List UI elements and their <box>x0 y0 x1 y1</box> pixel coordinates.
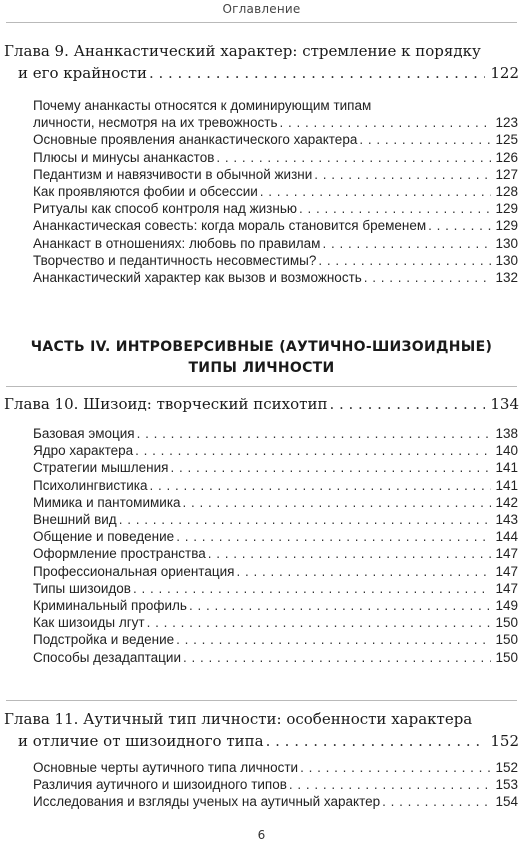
page-number: 150 <box>495 649 518 665</box>
leader-dots <box>260 183 492 200</box>
toc-entry-title: Творчество и педантичность несовместимы? <box>33 252 317 268</box>
page-number: 129 <box>495 201 518 217</box>
toc-entry[interactable] <box>33 477 518 494</box>
chapter-title-line: Глава 11. Аутичный тип личности: особенности характера <box>4 710 473 728</box>
part-title-line: ЧАСТЬ IV. ИНТРОВЕРСИВНЫЕ (АУТИЧНО-ШИЗОИДНЫЕ) <box>30 339 493 355</box>
toc-entry-title: Мимика и пантомимика <box>33 494 181 510</box>
toc-entry-title: Основные проявления ананкастического характера <box>33 132 358 148</box>
chapter-9-heading[interactable] <box>0 40 519 84</box>
page-number: 153 <box>495 777 518 793</box>
page-number: 132 <box>495 270 518 286</box>
toc-entry[interactable] <box>33 528 518 545</box>
leader-dots <box>149 62 485 84</box>
leader-dots <box>299 200 491 217</box>
page-number: 150 <box>495 632 518 648</box>
toc-entry-title: Оформление пространства <box>33 546 206 562</box>
toc-entry-title: Психолингвистика <box>33 477 148 493</box>
chapter-entry-row <box>0 393 519 415</box>
leader-dots <box>170 459 491 476</box>
leader-dots <box>280 114 492 131</box>
toc-entry[interactable] <box>33 442 518 459</box>
page-number: 141 <box>495 460 518 476</box>
page-number: 144 <box>495 529 518 545</box>
leader-dots <box>208 545 492 562</box>
section-rule <box>6 700 517 701</box>
toc-entry-title: Ананкастический характер как вызов и возможность <box>33 270 362 286</box>
page-number: 147 <box>495 563 518 579</box>
toc-entry[interactable] <box>33 235 518 252</box>
page-number: 150 <box>495 615 518 631</box>
toc-entry[interactable] <box>33 166 518 183</box>
page-number: 134 <box>490 395 519 413</box>
page-number: 152 <box>490 732 519 750</box>
toc-entry[interactable] <box>33 511 518 528</box>
toc-entry-title: Ананкаст в отношениях: любовь по правилам <box>33 235 321 251</box>
toc-entry-title: Исследования и взгляды ученых на аутичный характер <box>33 794 381 810</box>
leader-dots <box>133 580 491 597</box>
chapter-10-sections <box>33 425 518 666</box>
part-4-title[interactable] <box>0 337 523 379</box>
leader-dots <box>359 131 491 148</box>
chapter-9-sections <box>33 97 518 286</box>
toc-entry-title: Ядро характера <box>33 443 134 459</box>
toc-entry-title: Внешний вид <box>33 512 117 528</box>
toc-entry[interactable] <box>33 149 518 166</box>
toc-entry-title: Ананкастическая совесть: когда мораль становится бременем <box>33 218 427 234</box>
toc-entry[interactable] <box>33 776 518 793</box>
toc-entry[interactable] <box>33 269 518 286</box>
toc-entry-title: Педантизм и навязчивости в обычной жизни <box>33 166 313 182</box>
running-head: Оглавление <box>222 2 301 16</box>
page-number: 142 <box>495 494 518 510</box>
toc-entry-title: личности, несмотря на их тревожность <box>33 115 278 131</box>
toc-entry[interactable] <box>33 252 518 269</box>
leader-dots <box>318 252 491 269</box>
toc-entry-title: Профессиональная ориентация <box>33 563 235 579</box>
page-number: 125 <box>495 132 518 148</box>
page-number: 147 <box>495 546 518 562</box>
toc-entry-title: Основные черты аутичного типа личности <box>33 760 299 775</box>
leader-dots <box>314 166 491 183</box>
toc-entry-title: Общение и поведение <box>33 529 175 545</box>
page-number: 152 <box>495 760 518 775</box>
toc-entry[interactable] <box>33 649 518 666</box>
toc-entry[interactable] <box>33 183 518 200</box>
leader-dots <box>289 776 492 793</box>
page-number: 154 <box>495 794 518 810</box>
chapter-title-line: и отличие от шизоидного типа <box>18 732 264 750</box>
page-number: 127 <box>495 166 518 182</box>
leader-dots <box>135 442 491 459</box>
leader-dots <box>183 494 492 511</box>
leader-dots <box>236 563 491 580</box>
toc-entry-title: Способы дезадаптации <box>33 649 181 665</box>
toc-entry-row <box>33 114 518 131</box>
chapter-entry-row <box>0 62 519 84</box>
header-rule <box>6 22 517 23</box>
toc-entry[interactable] <box>33 614 518 631</box>
toc-entry[interactable] <box>33 494 518 511</box>
leader-dots <box>147 614 492 631</box>
toc-entry[interactable] <box>33 631 518 648</box>
leader-dots <box>300 759 491 776</box>
page-number: 149 <box>495 598 518 614</box>
chapter-entry-row <box>0 730 519 752</box>
page-number: 130 <box>495 252 518 268</box>
toc-entry[interactable] <box>33 217 518 234</box>
chapter-10-heading[interactable] <box>0 393 519 415</box>
leader-dots <box>428 217 491 234</box>
chapter-title-line: Глава 9. Ананкастический характер: стремление к порядку <box>4 42 481 60</box>
page-number: 143 <box>495 512 518 528</box>
leader-dots <box>119 511 492 528</box>
chapter-title-line: и его крайности <box>18 64 147 82</box>
page-folio: 6 <box>257 828 266 842</box>
page-number: 122 <box>490 64 519 82</box>
toc-entry-title: Плюсы и минусы ананкастов <box>33 149 215 165</box>
chapter-11-sections <box>33 759 518 811</box>
leader-dots <box>183 649 491 666</box>
toc-entry-title: Как проявляются фобии и обсессии <box>33 184 258 200</box>
leader-dots <box>364 269 492 286</box>
toc-entry-title: Типы шизоидов <box>33 580 131 596</box>
toc-entry[interactable] <box>33 545 518 562</box>
toc-entry-title: Как шизоиды лгут <box>33 615 145 631</box>
toc-entry[interactable] <box>33 563 518 580</box>
leader-dots <box>137 425 492 442</box>
toc-entry-title: Стратегии мышления <box>33 460 169 476</box>
section-rule <box>6 386 517 387</box>
toc-entry[interactable] <box>33 131 518 148</box>
page-number: 138 <box>495 426 518 441</box>
leader-dots <box>176 631 491 648</box>
toc-entry[interactable] <box>33 759 518 776</box>
toc-entry-title: Различия аутичного и шизоидного типов <box>33 777 287 793</box>
page-number: 126 <box>495 149 518 165</box>
toc-entry[interactable] <box>33 459 518 476</box>
leader-dots <box>176 528 491 545</box>
toc-entry[interactable] <box>33 97 518 131</box>
toc-entry-title: Подстройка и ведение <box>33 632 175 648</box>
leader-dots <box>150 477 492 494</box>
toc-entry[interactable] <box>33 580 518 597</box>
part-title-line: ТИПЫ ЛИЧНОСТИ <box>188 360 335 376</box>
leader-dots <box>216 149 491 166</box>
page-number: 130 <box>495 235 518 251</box>
page-number: 129 <box>495 218 518 234</box>
leader-dots <box>266 730 486 752</box>
toc-entry[interactable] <box>33 200 518 217</box>
toc-entry[interactable] <box>33 793 518 810</box>
toc-entry-title: Ритуалы как способ контроля над жизнью <box>33 201 297 217</box>
page-number: 128 <box>495 184 518 200</box>
toc-entry-title: Криминальный профиль <box>33 598 187 614</box>
toc-entry-title: Базовая эмоция <box>33 426 135 441</box>
toc-entry[interactable] <box>33 597 518 614</box>
leader-dots <box>189 597 492 614</box>
leader-dots <box>329 393 485 415</box>
page-number: 140 <box>495 443 518 459</box>
leader-dots <box>322 235 491 252</box>
leader-dots <box>382 793 491 810</box>
page-number: 123 <box>495 115 518 131</box>
chapter-title: Глава 10. Шизоид: творческий психотип <box>4 395 328 413</box>
toc-entry-title: Почему ананкасты относятся к доминирующим типам <box>33 98 372 113</box>
toc-entry[interactable] <box>33 425 518 442</box>
page-number: 147 <box>495 580 518 596</box>
page-number: 141 <box>495 477 518 493</box>
chapter-11-heading[interactable] <box>0 708 519 752</box>
